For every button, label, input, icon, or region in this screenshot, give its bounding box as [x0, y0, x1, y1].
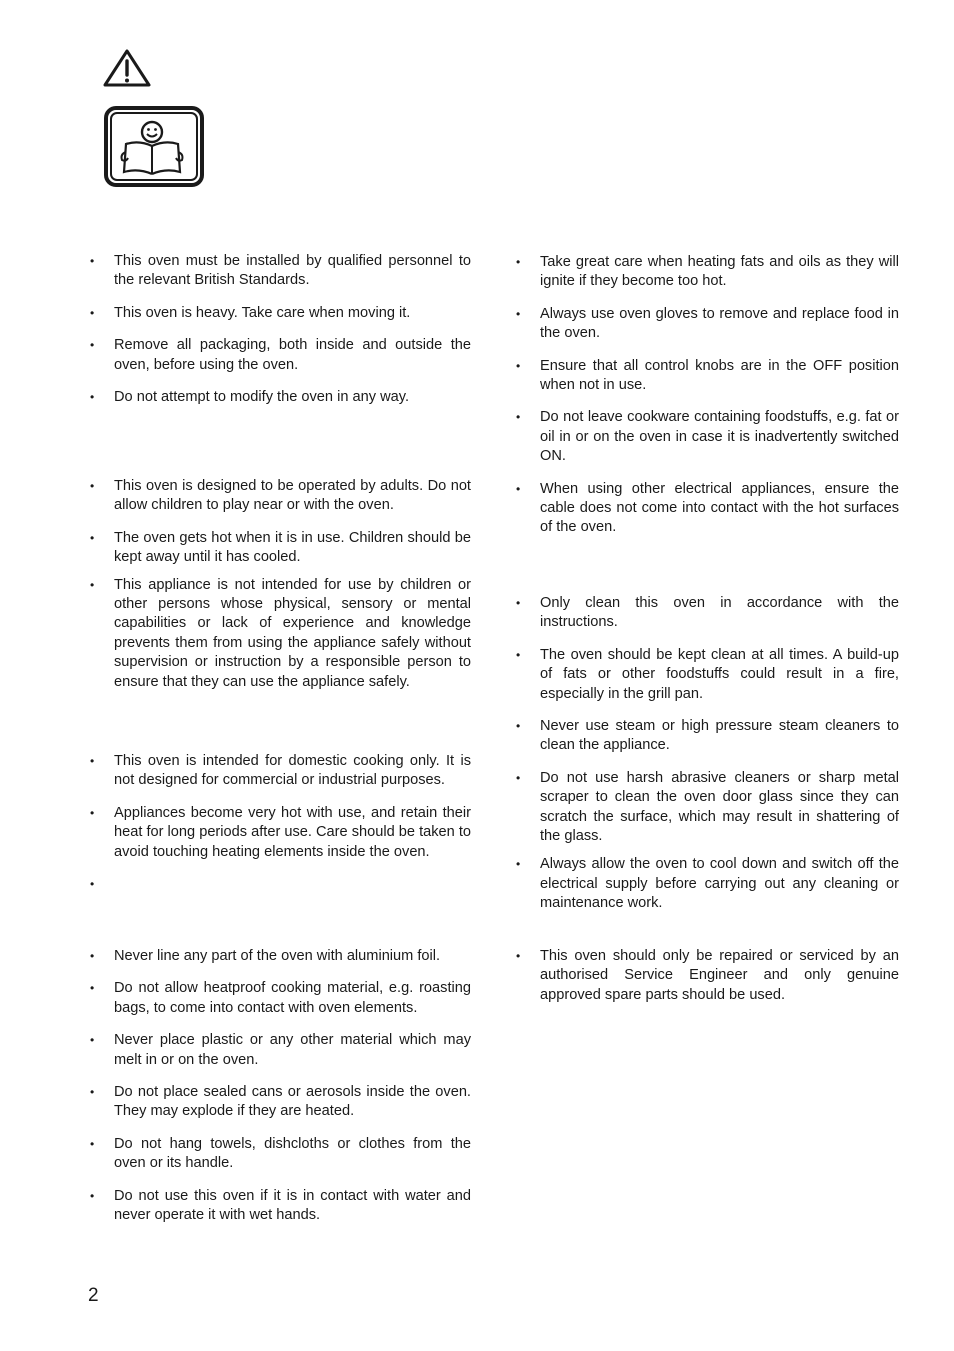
left-group-3 [90, 752, 471, 894]
list-item: • The oven gets hot when it is in use. Children should be kept away until it has cooled. [90, 529, 471, 566]
list-item: • Do not place sealed cans or aerosols inside the oven. They may explode if they are heated. [90, 1084, 471, 1120]
list-item: • This oven should only be repaired or serviced by an authorised Service Engineer and only genuine approved spare parts should be used. [516, 948, 899, 1003]
list-item: • Do not use this oven if it is in contact with water and never operate it with wet hands. [90, 1187, 471, 1224]
read-instructions-icon [104, 106, 204, 187]
list-item: • Never use steam or high pressure steam cleaners to clean the appliance. [516, 718, 899, 754]
list-item: • Appliances become very hot with use, and retain their heat for long periods after use. Care should be taken to avoid touching heating elements inside the oven. [90, 804, 471, 860]
list-item: • Do not use harsh abrasive cleaners or sharp metal scraper to clean the oven door glass since they can scratch the surface, which may result in shattering of the glass. [516, 769, 899, 845]
left-group-4 [90, 947, 471, 1225]
list-item: • The oven should be kept clean at all times. A build-up of fats or other foodstuffs could result in a fire, especially in the grill pan. [516, 646, 899, 702]
list-item: • Do not attempt to modify the oven in any way. [90, 389, 410, 406]
right-group-1 [516, 253, 899, 538]
list-item: • This oven is intended for domestic cooking only. It is not designed for commercial or industrial purposes. [90, 753, 471, 789]
list-item: • Remove all packaging, both inside and outside the oven, before using the oven. [90, 337, 471, 373]
list-item: • This oven is designed to be operated by adults. Do not allow children to play near or with the oven. [90, 478, 471, 514]
left-group-2 [90, 477, 471, 692]
right-group-3 [516, 947, 899, 1005]
page-number: 2 [88, 1285, 99, 1306]
list-item: • This oven is heavy. Take care when moving it. [90, 304, 411, 321]
list-item: • This appliance is not intended for use by children or other persons whose physical, sensory or mental capabilities or lack of experience and knowledge prevents them from using the appliance safely without supervision or instruction by a responsible person to ensure that they can use the appliance safely. [90, 576, 471, 690]
list-item: • Do not allow heatproof cooking material, e.g. roasting bags, to come into contact with oven elements. [90, 980, 471, 1016]
list-item: • Take great care when heating fats and oils as they will ignite if they become too hot. [516, 254, 899, 290]
list-item: • Never place plastic or any other material which may melt in or on the oven. [90, 1032, 471, 1068]
list-item: • This oven must be installed by qualified personnel to the relevant British Standards. [90, 253, 471, 289]
list-item: • Never line any part of the oven with aluminium foil. [90, 948, 441, 964]
list-item: • Always allow the oven to cool down and switch off the electrical supply before carrying out any cleaning or maintenance work. [516, 856, 899, 912]
list-item: • Do not hang towels, dishcloths or clothes from the oven or its handle. [90, 1135, 471, 1172]
left-group-1 [90, 252, 471, 407]
list-item: • Do not leave cookware containing foodstuffs, e.g. fat or oil in or on the oven in case it is inadvertently switched ON. [516, 409, 899, 465]
list-item: • [90, 877, 95, 892]
right-group-2 [516, 594, 899, 914]
warning-triangle-icon [102, 48, 152, 88]
list-item: • Only clean this oven in accordance with the instructions. [516, 595, 899, 631]
list-item: • Ensure that all control knobs are in the OFF position when not in use. [516, 357, 899, 394]
list-item: • When using other electrical appliances, ensure the cable does not come into contact with the hot surfaces of the oven. [516, 480, 899, 536]
list-item: • Always use oven gloves to remove and replace food in the oven. [516, 305, 899, 342]
